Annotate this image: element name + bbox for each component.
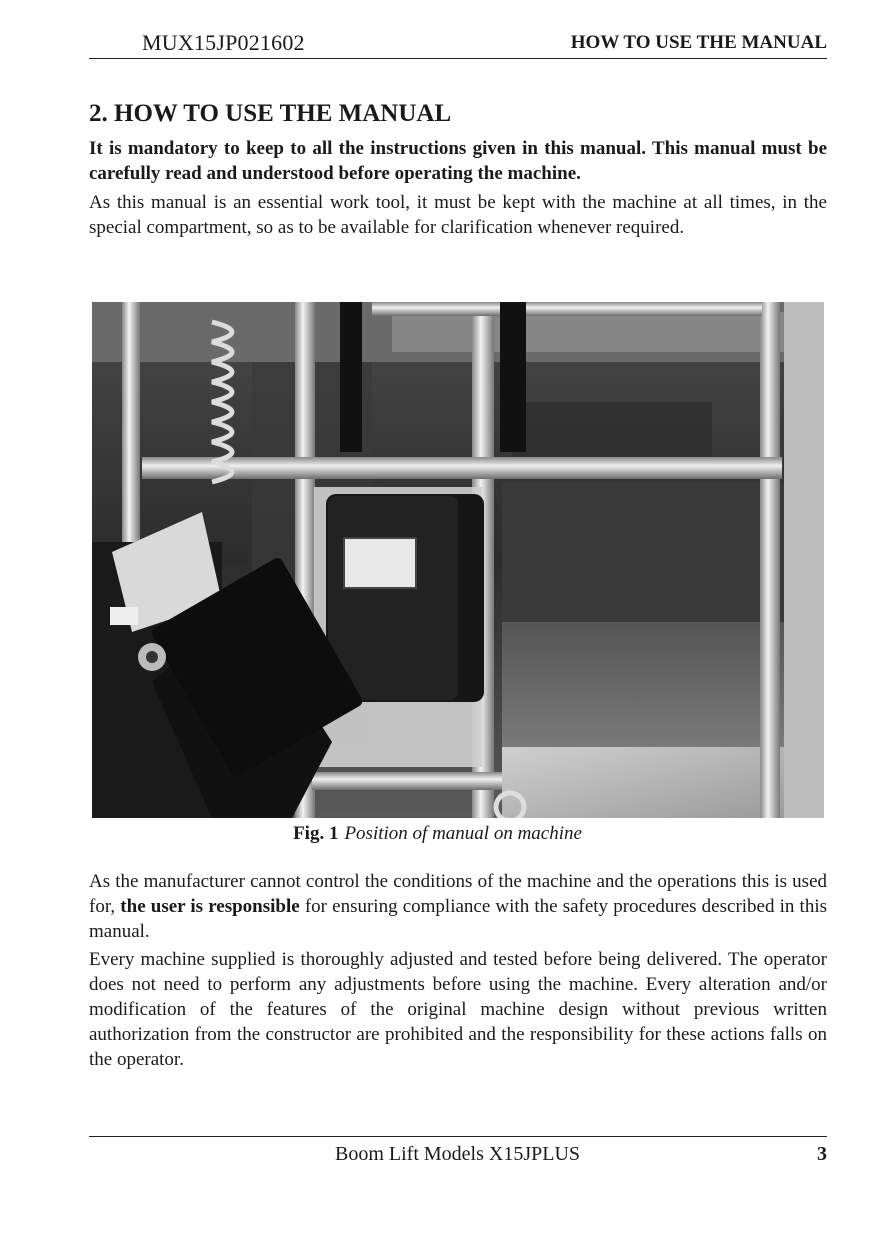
responsibility-text-end: for ensuring compliance with the safety procedures described in this manual. bbox=[89, 896, 827, 942]
figure-label: Fig. 1 bbox=[293, 823, 339, 844]
page-number: 3 bbox=[817, 1143, 827, 1165]
figure-caption-text: Position of manual on machine bbox=[344, 823, 582, 844]
document-code: MUX15JP021602 bbox=[142, 30, 305, 55]
figure-photo bbox=[92, 302, 824, 818]
intro-bold-paragraph: It is mandatory to keep to all the instructions given in this manual. This manual must be carefully read and understood before operating the machine. bbox=[89, 138, 827, 184]
footer-title: Boom Lift Models X15JPLUS bbox=[334, 1143, 581, 1165]
responsibility-paragraph bbox=[89, 869, 827, 944]
header-rule bbox=[89, 58, 827, 59]
running-header: HOW TO USE THE MANUAL bbox=[570, 32, 827, 53]
responsibility-bold: the user is responsible bbox=[120, 896, 300, 917]
intro-paragraph: As this manual is an essential work tool, it must be kept with the machine at all times, in the special compartment, so as to be available for clarification whenever required. bbox=[89, 192, 827, 238]
figure-caption bbox=[0, 823, 875, 845]
adjustment-paragraph: Every machine supplied is thoroughly adjusted and tested before being delivered. The operator does not need to perform any adjustments before using the machine. Every alteration and/or modification of the features of the original machine design without previous written authorization from the constructor are prohibited and the responsibility for these actions falls on the operator. bbox=[89, 949, 827, 1070]
section-heading: 2. HOW TO USE THE MANUAL bbox=[89, 100, 452, 127]
footer-rule bbox=[89, 1136, 827, 1137]
responsibility-text-start: As the manufacturer cannot control the conditions of the machine and the operations this is used for, bbox=[89, 871, 827, 917]
